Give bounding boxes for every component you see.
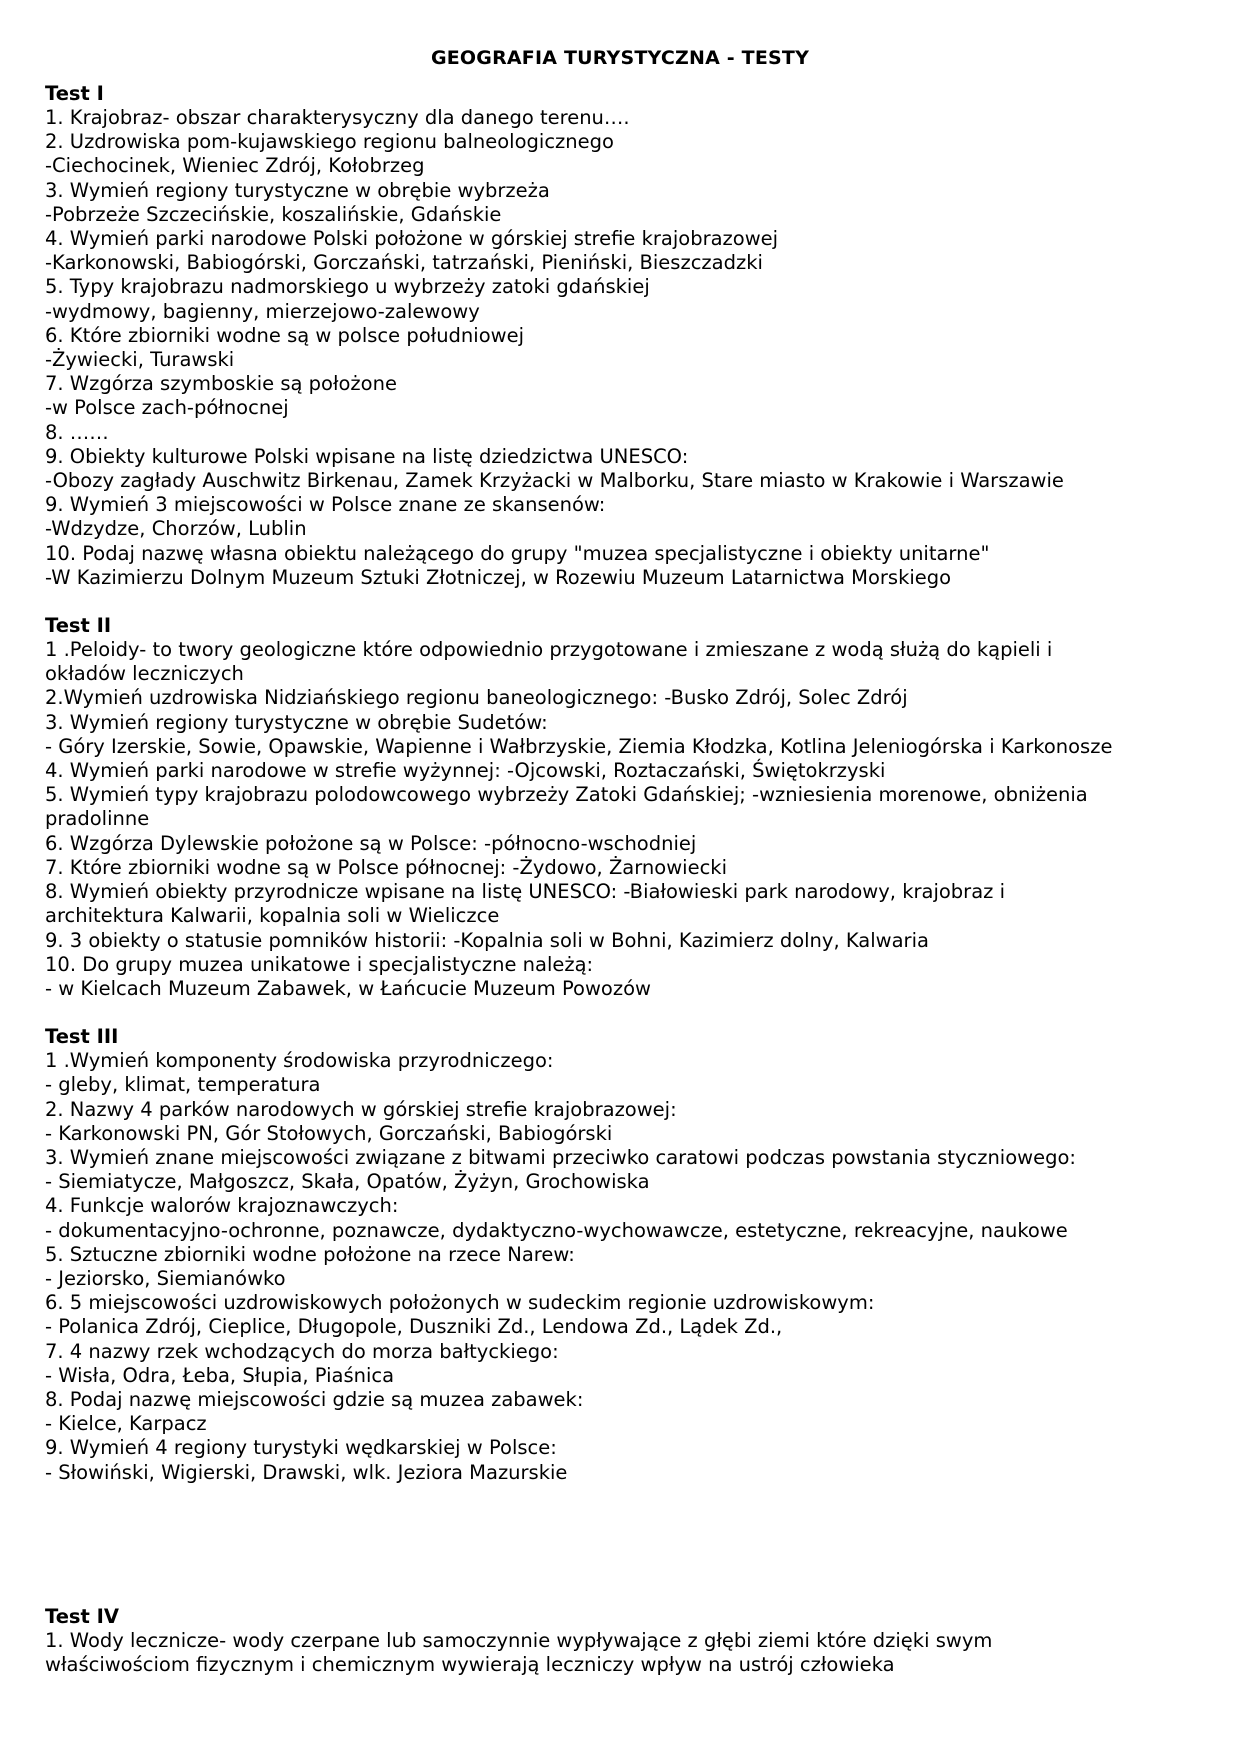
section-heading: Test III <box>45 1025 119 1049</box>
text-line: 6. Które zbiorniki wodne są w polsce południowej <box>45 323 524 347</box>
section-spacer <box>45 590 1195 614</box>
text-line: 1 .Peloidy- to twory geologiczne które odpowiednio przygotowane i zmieszane z wodą służą do kąpieli i <box>45 638 1053 662</box>
text-line: -Ciechocinek, Wieniec Zdrój, Kołobrzeg <box>45 154 425 178</box>
text-line: okładów leczniczych <box>45 662 244 686</box>
text-line: -Karkonowski, Babiogórski, Gorczański, tatrzański, Pieniński, Bieszczadzki <box>45 251 763 275</box>
text-line: 5. Sztuczne zbiorniki wodne położone na rzece Narew: <box>45 1242 575 1266</box>
document-title: GEOGRAFIA TURYSTYCZNA - TESTY <box>430 47 810 69</box>
text-line: 4. Wymień parki narodowe w strefie wyżynnej: -Ojcowski, Roztaczański, Świętokrzyski <box>45 759 886 783</box>
text-line: 6. 5 miejscowości uzdrowiskowych położonych w sudeckim regionie uzdrowiskowym: <box>45 1291 875 1315</box>
text-line: 5. Wymień typy krajobrazu polodowcowego wybrzeży Zatoki Gdańskiej; -wzniesienia morenowe, obniżenia <box>45 783 1088 807</box>
text-line: 7. Które zbiorniki wodne są w Polsce północnej: -Żydowo, Żarnowiecki <box>45 855 728 879</box>
text-line: - Jeziorsko, Siemianówko <box>45 1266 286 1290</box>
text-line: 8. …… <box>45 420 109 444</box>
text-line: - w Kielcach Muzeum Zabawek, w Łańcucie Muzeum Powozów <box>45 976 651 1000</box>
text-line: 10. Do grupy muzea unikatowe i specjalistyczne należą: <box>45 952 594 976</box>
text-line: -w Polsce zach-północnej <box>45 396 289 420</box>
text-line: 1. Wody lecznicze- wody czerpane lub samoczynnie wypływające z głębi ziemi które dzięki swym <box>45 1628 993 1652</box>
text-line: 3. Wymień regiony turystyczne w obrębie wybrzeża <box>45 178 550 202</box>
text-line: 2.Wymień uzdrowiska Nidziańskiego regionu baneologicznego: -Busko Zdrój, Solec Zdrój <box>45 686 908 710</box>
section-test-4 <box>45 1605 1195 1677</box>
text-line: 6. Wzgórza Dylewskie położone są w Polsce: -północno-wschodniej <box>45 831 697 855</box>
text-line: 8. Podaj nazwę miejscowości gdzie są muzea zabawek: <box>45 1387 584 1411</box>
text-line: - Słowiński, Wigierski, Drawski, wlk. Jeziora Mazurskie <box>45 1460 568 1484</box>
text-line: właściwościom fizycznym i chemicznym wywierają leczniczy wpływ na ustrój człowieka <box>45 1652 895 1676</box>
text-line: 2. Uzdrowiska pom-kujawskiego regionu balneologicznego <box>45 130 614 154</box>
text-line: - dokumentacyjno-ochronne, poznawcze, dydaktyczno-wychowawcze, estetyczne, rekreacyjne, naukowe <box>45 1218 1068 1242</box>
text-line: 3. Wymień znane miejscowości związane z bitwami przeciwko caratowi podczas powstania styczniowego: <box>45 1145 1076 1169</box>
text-line: 4. Funkcje walorów krajoznawczych: <box>45 1194 399 1218</box>
text-line: - gleby, klimat, temperatura <box>45 1073 321 1097</box>
text-line: 5. Typy krajobrazu nadmorskiego u wybrzeży zatoki gdańskiej <box>45 275 650 299</box>
text-line: pradolinne <box>45 807 150 831</box>
document-page <box>45 46 1195 1677</box>
text-line: -Obozy zagłady Auschwitz Birkenau, Zamek Krzyżacki w Malborku, Stare miasto w Krakowie i Warszawie <box>45 469 1064 493</box>
text-line: - Góry Izerskie, Sowie, Opawskie, Wapienne i Wałbrzyskie, Ziemia Kłodzka, Kotlina Jeleniogórska i Karkonosze <box>45 734 1113 758</box>
text-line: 9. Wymień 4 regiony turystyki wędkarskiej w Polsce: <box>45 1436 557 1460</box>
text-line: 2. Nazwy 4 parków narodowych w górskiej strefie krajobrazowej: <box>45 1097 677 1121</box>
text-line: -W Kazimierzu Dolnym Muzeum Sztuki Złotniczej, w Rozewiu Muzeum Latarnictwa Morskiego <box>45 565 952 589</box>
text-line: architektura Kalwarii, kopalnia soli w Wieliczce <box>45 904 500 928</box>
section-heading: Test I <box>45 82 104 105</box>
text-line: - Polanica Zdrój, Cieplice, Długopole, Duszniki Zd., Lendowa Zd., Lądek Zd., <box>45 1315 783 1339</box>
section-heading: Test II <box>45 614 112 638</box>
text-line: 1. Krajobraz- obszar charakterysyczny dla danego terenu…. <box>45 106 630 129</box>
text-line: 9. Wymień 3 miejscowości w Polsce znane ze skansenów: <box>45 493 606 517</box>
text-line: -Żywiecki, Turawski <box>45 348 235 372</box>
text-line: - Kielce, Karpacz <box>45 1412 207 1436</box>
text-line: - Siemiatycze, Małgoszcz, Skała, Opatów, Żyżyn, Grochowiska <box>45 1170 650 1194</box>
section-spacer <box>45 1485 1195 1605</box>
text-line: -wydmowy, bagienny, mierzejowo-zalewowy <box>45 299 480 323</box>
section-spacer <box>45 1001 1195 1025</box>
text-line: 9. 3 obiekty o statusie pomników historii: -Kopalnia soli w Bohni, Kazimierz dolny, Kalwaria <box>45 928 929 952</box>
text-line: 9. Obiekty kulturowe Polski wpisane na listę dziedzictwa UNESCO: <box>45 444 689 468</box>
section-test-3 <box>45 1025 1195 1485</box>
section-test-2 <box>45 614 1195 1001</box>
section-heading: Test IV <box>45 1604 120 1628</box>
text-line: 10. Podaj nazwę własna obiektu należącego do grupy "muzea specjalistyczne i obiekty unitarne" <box>45 541 990 565</box>
text-line: -Wdzydze, Chorzów, Lublin <box>45 517 307 541</box>
section-test-1 <box>45 82 1195 590</box>
text-line: - Wisła, Odra, Łeba, Słupia, Piaśnica <box>45 1363 395 1387</box>
text-line: 4. Wymień parki narodowe Polski położone w górskiej strefie krajobrazowej <box>45 227 779 251</box>
text-line: 1 .Wymień komponenty środowiska przyrodniczego: <box>45 1049 554 1073</box>
text-line: 8. Wymień obiekty przyrodnicze wpisane na listę UNESCO: -Białowieski park narodowy, krajobraz i <box>45 880 1005 904</box>
text-line: 7. Wzgórza szymboskie są położone <box>45 372 397 396</box>
text-line: - Karkonowski PN, Gór Stołowych, Gorczański, Babiogórski <box>45 1121 613 1145</box>
text-line: 7. 4 nazwy rzek wchodzących do morza bałtyckiego: <box>45 1339 559 1363</box>
text-line: -Pobrzeże Szczecińskie, koszalińskie, Gdańskie <box>45 202 502 226</box>
text-line: 3. Wymień regiony turystyczne w obrębie Sudetów: <box>45 710 548 734</box>
